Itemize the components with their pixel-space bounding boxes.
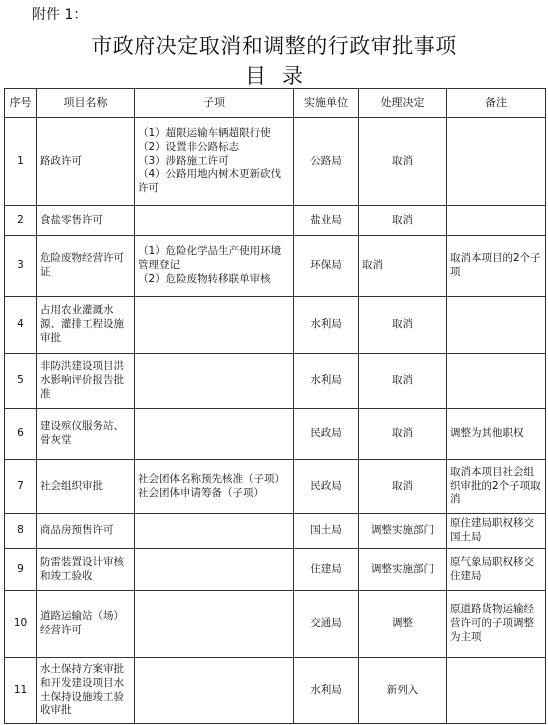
item-name: 社会组织审批 <box>37 460 135 514</box>
implementing-unit: 水利局 <box>294 658 359 724</box>
decision: 调整实施部门 <box>359 514 447 549</box>
notes <box>447 297 546 354</box>
item-name: 非防洪建设项目洪水影响评价报告批准 <box>37 354 135 409</box>
table-row <box>5 514 546 549</box>
item-name: 防雷装置设计审核和竣工验收 <box>37 549 135 591</box>
implementing-unit: 水利局 <box>294 297 359 354</box>
subitem: 社会团体名称预先核准（子项） <box>138 472 285 485</box>
subitems-cell <box>135 658 294 724</box>
decision: 取消 <box>359 409 447 460</box>
table-row <box>5 118 546 206</box>
notes: 取消本项目社会组织审批的2个子项取消 <box>447 460 546 514</box>
header-no: 序号 <box>5 89 37 118</box>
decision: 取消 <box>359 236 447 297</box>
item-name: 建设殡仪服务站、骨灰堂 <box>37 409 135 460</box>
implementing-unit: 国土局 <box>294 514 359 549</box>
decision: 取消 <box>359 118 447 206</box>
decision: 调整实施部门 <box>359 549 447 591</box>
notes: 调整为其他职权 <box>447 409 546 460</box>
table-row <box>5 236 546 297</box>
subitems-cell <box>135 297 294 354</box>
subitem: 社会团体申请筹备（子项） <box>138 486 264 499</box>
row-number: 11 <box>5 658 37 724</box>
implementing-unit: 民政局 <box>294 409 359 460</box>
notes <box>447 118 546 206</box>
implementing-unit: 交通局 <box>294 591 359 658</box>
notes <box>447 354 546 409</box>
item-name: 危险废物经营许可证 <box>37 236 135 297</box>
implementing-unit: 盐业局 <box>294 206 359 236</box>
subitem: （1）危险化学品生产使用环境管理登记 <box>138 245 282 272</box>
header-sub: 子项 <box>135 89 294 118</box>
implementing-unit: 住建局 <box>294 549 359 591</box>
implementing-unit: 民政局 <box>294 460 359 514</box>
notes <box>447 658 546 724</box>
attachment-label: 附件 1： <box>32 7 88 23</box>
item-name: 路政许可 <box>37 118 135 206</box>
row-number: 1 <box>5 118 37 206</box>
table-row <box>5 206 546 236</box>
header-notes: 备注 <box>447 89 546 118</box>
row-number: 8 <box>5 514 37 549</box>
row-number: 7 <box>5 460 37 514</box>
decision: 取消 <box>359 460 447 514</box>
subitem: （1）超限运输车辆超限行使 <box>138 126 271 139</box>
item-name: 商品房预售许可 <box>37 514 135 549</box>
row-number: 3 <box>5 236 37 297</box>
header-unit: 实施单位 <box>294 89 359 118</box>
decision: 新列入 <box>359 658 447 724</box>
subitems-cell <box>135 514 294 549</box>
decision: 取消 <box>359 206 447 236</box>
subitem: （4）公路用地内树木更新砍伐许可 <box>138 168 282 195</box>
row-number: 9 <box>5 549 37 591</box>
implementing-unit: 水利局 <box>294 354 359 409</box>
subitems-cell <box>135 118 294 206</box>
subitems-cell <box>135 591 294 658</box>
notes: 取消本项目的2个子项 <box>447 236 546 297</box>
row-number: 2 <box>5 206 37 236</box>
decision: 取消 <box>359 354 447 409</box>
subitems-cell <box>135 236 294 297</box>
notes: 原道路货物运输经营许可的子项调整为主项 <box>447 591 546 658</box>
subitems-cell <box>135 549 294 591</box>
item-name: 道路运输站（场）经营许可 <box>37 591 135 658</box>
header-name: 项目名称 <box>37 89 135 118</box>
notes <box>447 206 546 236</box>
table-row <box>5 354 546 409</box>
decision: 取消 <box>359 297 447 354</box>
table-header-row <box>5 89 546 118</box>
table-row <box>5 591 546 658</box>
row-number: 4 <box>5 297 37 354</box>
item-name: 水土保持方案审批和开发建设项目水土保持设施竣工验收审批 <box>37 658 135 724</box>
table-row <box>5 460 546 514</box>
table-row <box>5 297 546 354</box>
implementing-unit: 公路局 <box>294 118 359 206</box>
table-row <box>5 549 546 591</box>
implementing-unit: 环保局 <box>294 236 359 297</box>
decision: 调整 <box>359 591 447 658</box>
subitems-cell <box>135 354 294 409</box>
subitems-cell <box>135 409 294 460</box>
document-subtitle: 目录 <box>245 64 319 88</box>
approval-items-table <box>4 88 546 724</box>
row-number: 10 <box>5 591 37 658</box>
subitem: （2）危险废物转移联单审核 <box>138 272 271 285</box>
subitem: （2）设置非公路标志 <box>138 140 240 153</box>
notes: 原气象局职权移交住建局 <box>447 549 546 591</box>
item-name: 占用农业灌溉水源、灌排工程设施审批 <box>37 297 135 354</box>
document-title: 市政府决定取消和调整的行政审批事项 <box>91 34 457 58</box>
item-name: 食盐零售许可 <box>37 206 135 236</box>
notes: 原住建局职权移交国土局 <box>447 514 546 549</box>
subitems-cell <box>135 206 294 236</box>
subitems-cell <box>135 460 294 514</box>
subitem: （3）涉路施工许可 <box>138 154 229 167</box>
row-number: 6 <box>5 409 37 460</box>
table-row <box>5 409 546 460</box>
header-decision: 处理决定 <box>359 89 447 118</box>
table-row <box>5 658 546 724</box>
row-number: 5 <box>5 354 37 409</box>
